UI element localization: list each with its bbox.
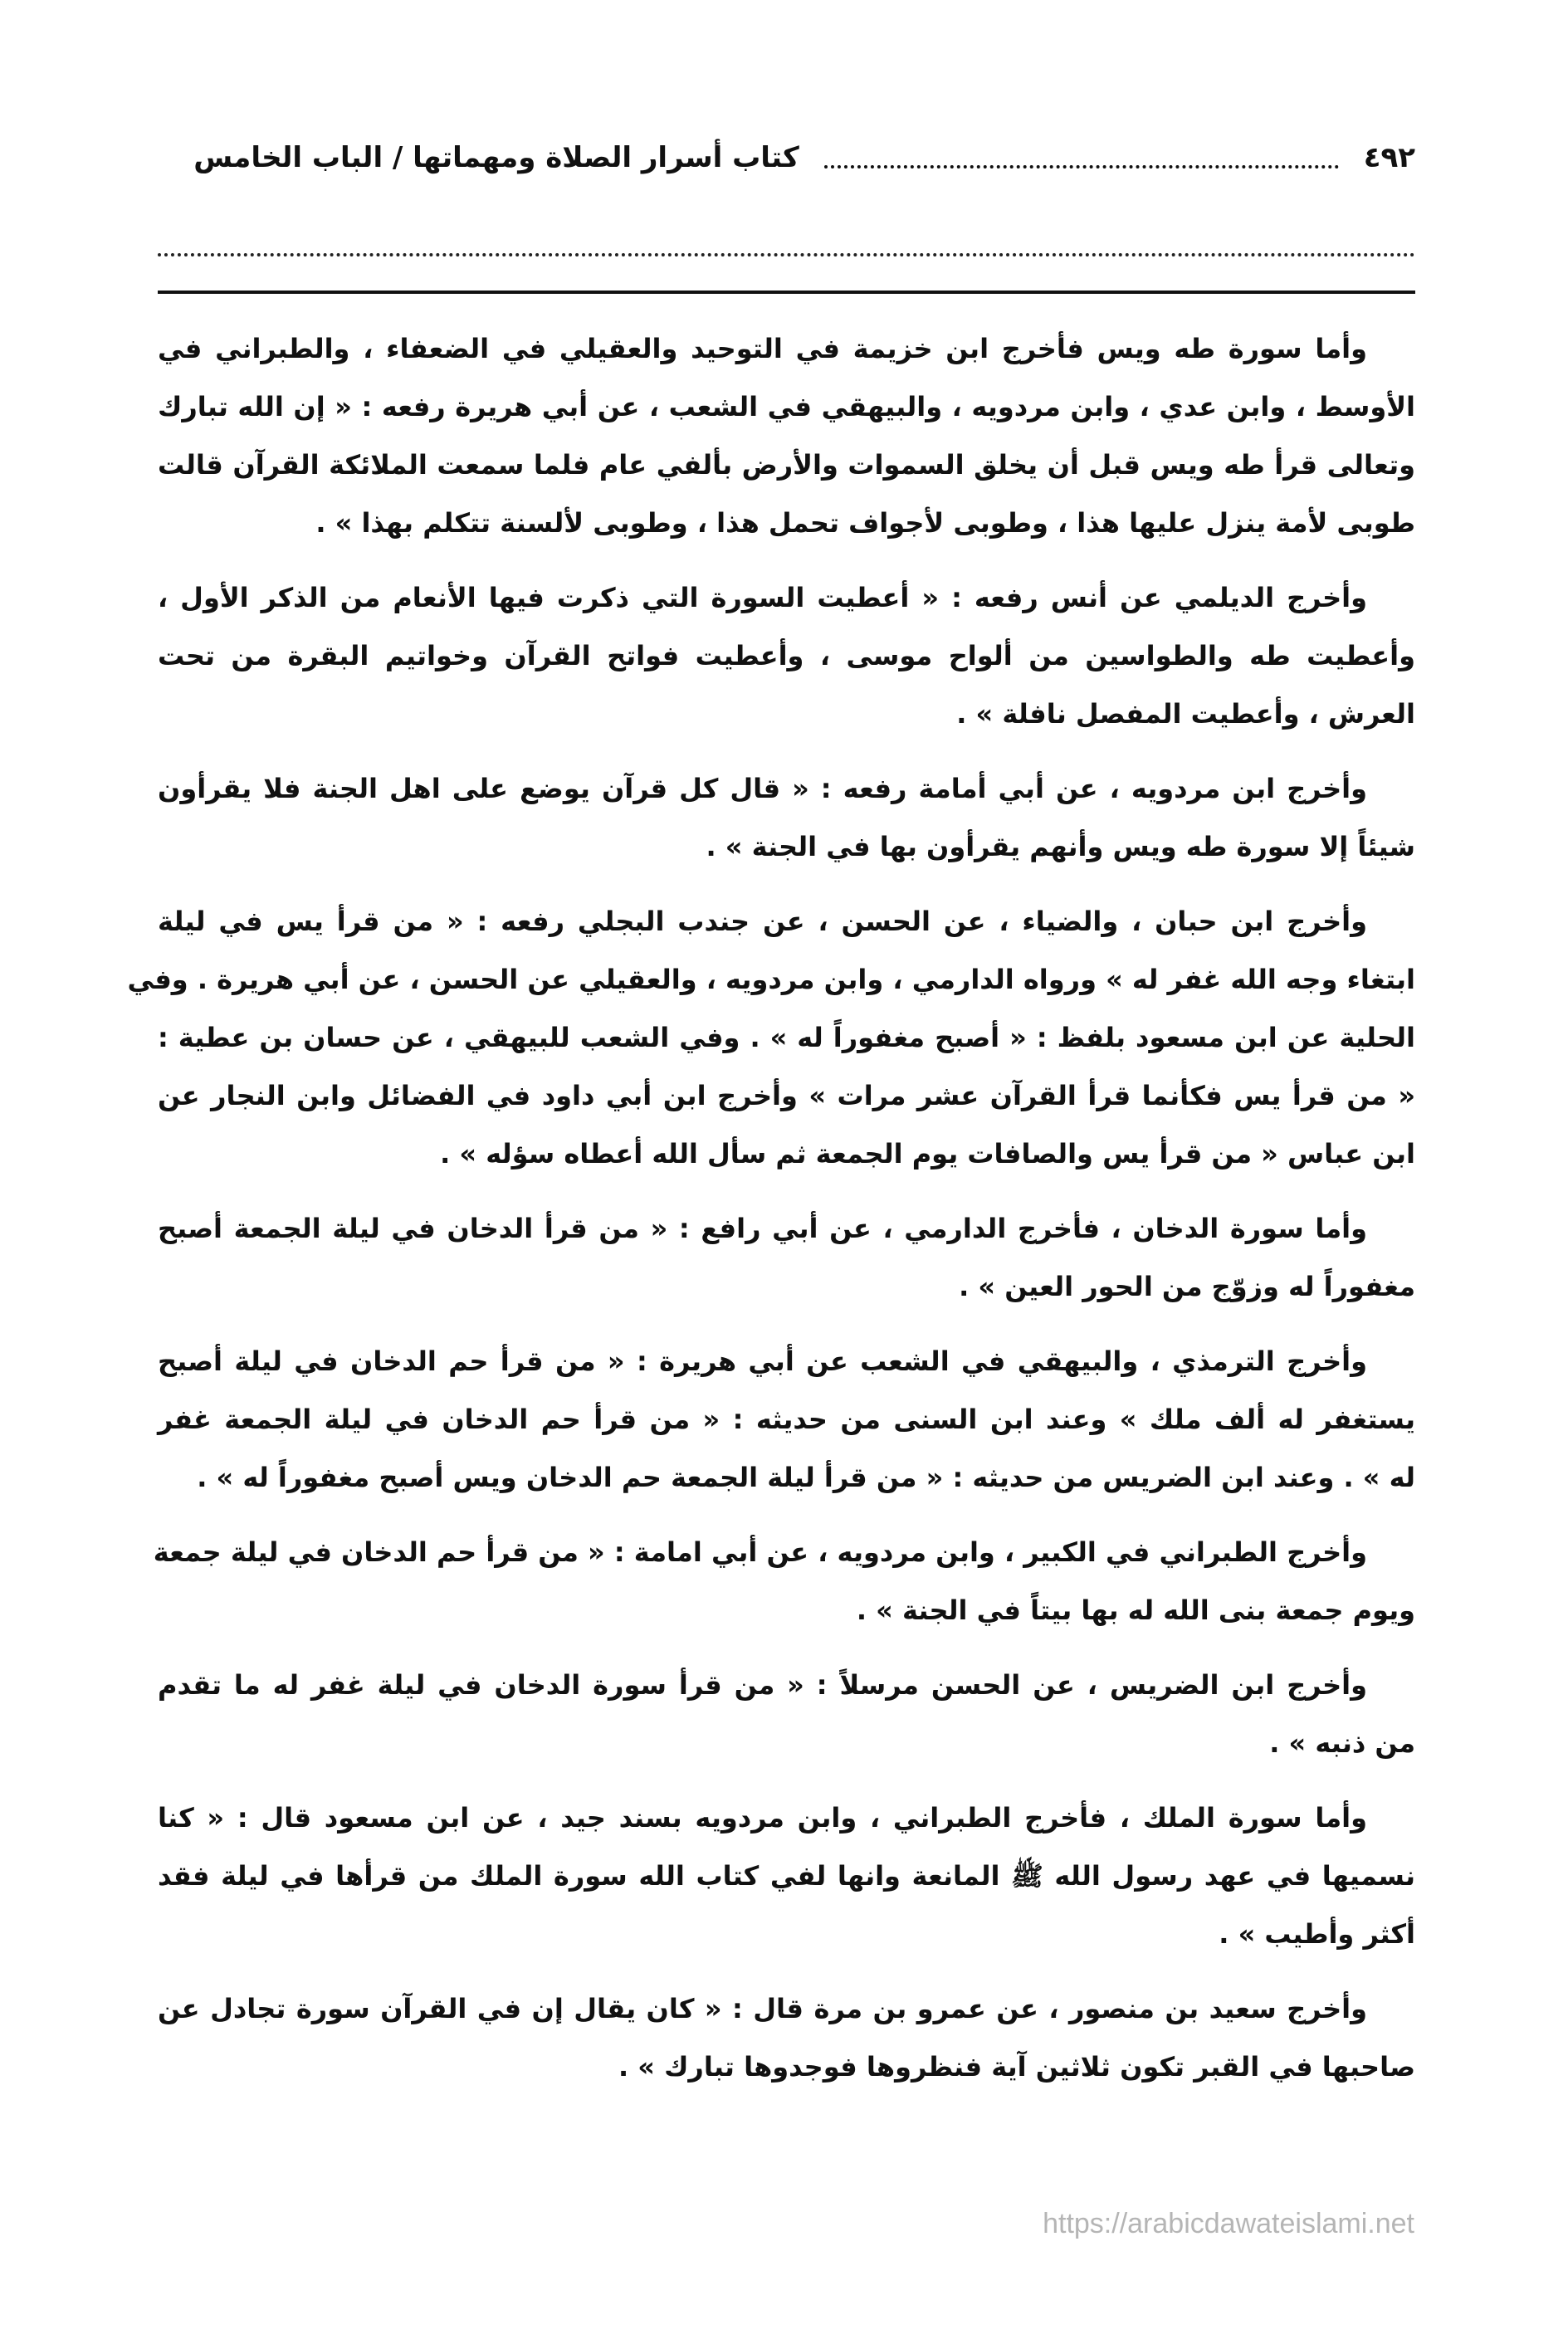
text-line: ويوم جمعة بنى الله له بها بيتاً في الجنة » . (856, 1594, 1415, 1626)
paragraph (158, 1199, 1415, 1316)
running-title: كتاب أسرار الصلاة ومهماتها / الباب الخامس (193, 141, 799, 174)
paragraph (127, 892, 1415, 1183)
text-line: وأخرج الترمذي ، والبيهقي في الشعب عن أبي هريرة : « من قرأ حم الدخان في ليلة أصبح (158, 1345, 1367, 1377)
text-line: وأخرج الطبراني في الكبير ، وابن مردويه ، عن أبي امامة : « من قرأ حم الدخان في ليلة جمعة (153, 1536, 1367, 1568)
page-number: ٤٩٢ (1363, 141, 1415, 174)
text-line: وأما سورة الملك ، فأخرج الطبراني ، وابن مردويه بسند جيد ، عن ابن مسعود قال : « كنا (158, 1802, 1367, 1834)
text-line: « من قرأ يس فكأنما قرأ القرآن عشر مرات » وأخرج ابن أبي داود في الفضائل وابن النجار عن (158, 1080, 1415, 1111)
text-line: نسميها في عهد رسول الله ﷺ المانعة وانها لفي كتاب الله سورة الملك من قرأها في ليلة فقد (158, 1860, 1415, 1892)
paragraph (158, 1332, 1415, 1507)
text-line: وأما سورة الدخان ، فأخرج الدارمي ، عن أبي رافع : « من قرأ الدخان في ليلة الجمعة أصبح (158, 1213, 1367, 1244)
text-line: وأخرج سعيد بن منصور ، عن عمرو بن مرة قال : « كان يقال إن في القرآن سورة تجادل عن (158, 1993, 1367, 2024)
text-line: يستغفر له ألف ملك » وعند ابن السنى من حديثه : « من قرأ حم الدخان في ليلة الجمعة غفر (158, 1404, 1415, 1435)
paragraph (158, 1656, 1415, 1772)
text-line: وأخرج ابن حبان ، والضياء ، عن الحسن ، عن جندب البجلي رفعه : « من قرأ يس في ليلة (158, 906, 1367, 937)
text-line: أكثر وأطيب » . (1219, 1918, 1415, 1950)
page-body (127, 320, 1415, 2112)
text-line: من ذنبه » . (1269, 1727, 1415, 1759)
text-line: وأخرج الديلمي عن أنس رفعه : « أعطيت السورة التي ذكرت فيها الأنعام من الذكر الأول ، (158, 582, 1367, 613)
text-line: الحلية عن ابن مسعود بلفظ : « أصبح مغفوراً له » . وفي الشعب للبيهقي ، عن حسان بن عطية : (158, 1022, 1415, 1053)
text-line: الأوسط ، وابن عدي ، وابن مردويه ، والبيهقي في الشعب ، عن أبي هريرة رفعه : « إن الله تبارك (158, 391, 1415, 422)
text-line: طوبى لأمة ينزل عليها هذا ، وطوبى لأجواف تحمل هذا ، وطوبى لألسنة تتكلم بهذا » . (315, 507, 1415, 539)
paragraph (153, 1523, 1415, 1639)
text-line: له » . وعند ابن الضريس من حديثه : « من قرأ ليلة الجمعة حم الدخان ويس أصبح مغفوراً له » . (197, 1462, 1415, 1493)
text-line: وتعالى قرأ طه ويس قبل أن يخلق السموات والأرض بألفي عام فلما سمعت الملائكة القرآن قالت (158, 449, 1415, 481)
paragraph (158, 1980, 1415, 2096)
paragraph (158, 320, 1415, 552)
text-line: وأخرج ابن مردويه ، عن أبي أمامة رفعه : « قال كل قرآن يوضع على اهل الجنة فلا يقرأون (158, 773, 1367, 804)
watermark: https://arabicdawateislami.net (1043, 2208, 1414, 2239)
dotted-divider (158, 253, 1415, 256)
text-line: وأخرج ابن الضريس ، عن الحسن مرسلاً : « من قرأ سورة الدخان في ليلة غفر له ما تقدم (158, 1669, 1367, 1701)
text-line: وأعطيت طه والطواسين من ألواح موسى ، وأعطيت فواتح القرآن وخواتيم البقرة من تحت (158, 640, 1415, 671)
solid-divider (158, 291, 1415, 294)
paragraph (158, 759, 1415, 876)
text-line: العرش ، وأعطيت المفصل نافلة » . (956, 698, 1415, 730)
text-line: ابن عباس « من قرأ يس والصافات يوم الجمعة ثم سأل الله أعطاه سؤله » . (440, 1138, 1415, 1170)
text-line: ابتغاء وجه الله غفر له » ورواه الدارمي ، وابن مردويه ، والعقيلي عن الحسن ، عن أبي هريرة . وفي (127, 964, 1415, 995)
text-line: وأما سورة طه ويس فأخرج ابن خزيمة في التوحيد والعقيلي في الضعفاء ، والطبراني في (158, 333, 1367, 364)
running-header (158, 133, 1415, 183)
paragraph (158, 569, 1415, 743)
text-line: صاحبها في القبر تكون ثلاثين آية فنظروها فوجدوها تبارك » . (618, 2051, 1415, 2083)
text-line: مغفوراً له وزوّج من الحور العين » . (959, 1271, 1415, 1302)
header-dot-leader (824, 165, 1339, 168)
paragraph (158, 1789, 1415, 1963)
text-line: شيئاً إلا سورة طه ويس وأنهم يقرأون بها في الجنة » . (706, 831, 1415, 862)
